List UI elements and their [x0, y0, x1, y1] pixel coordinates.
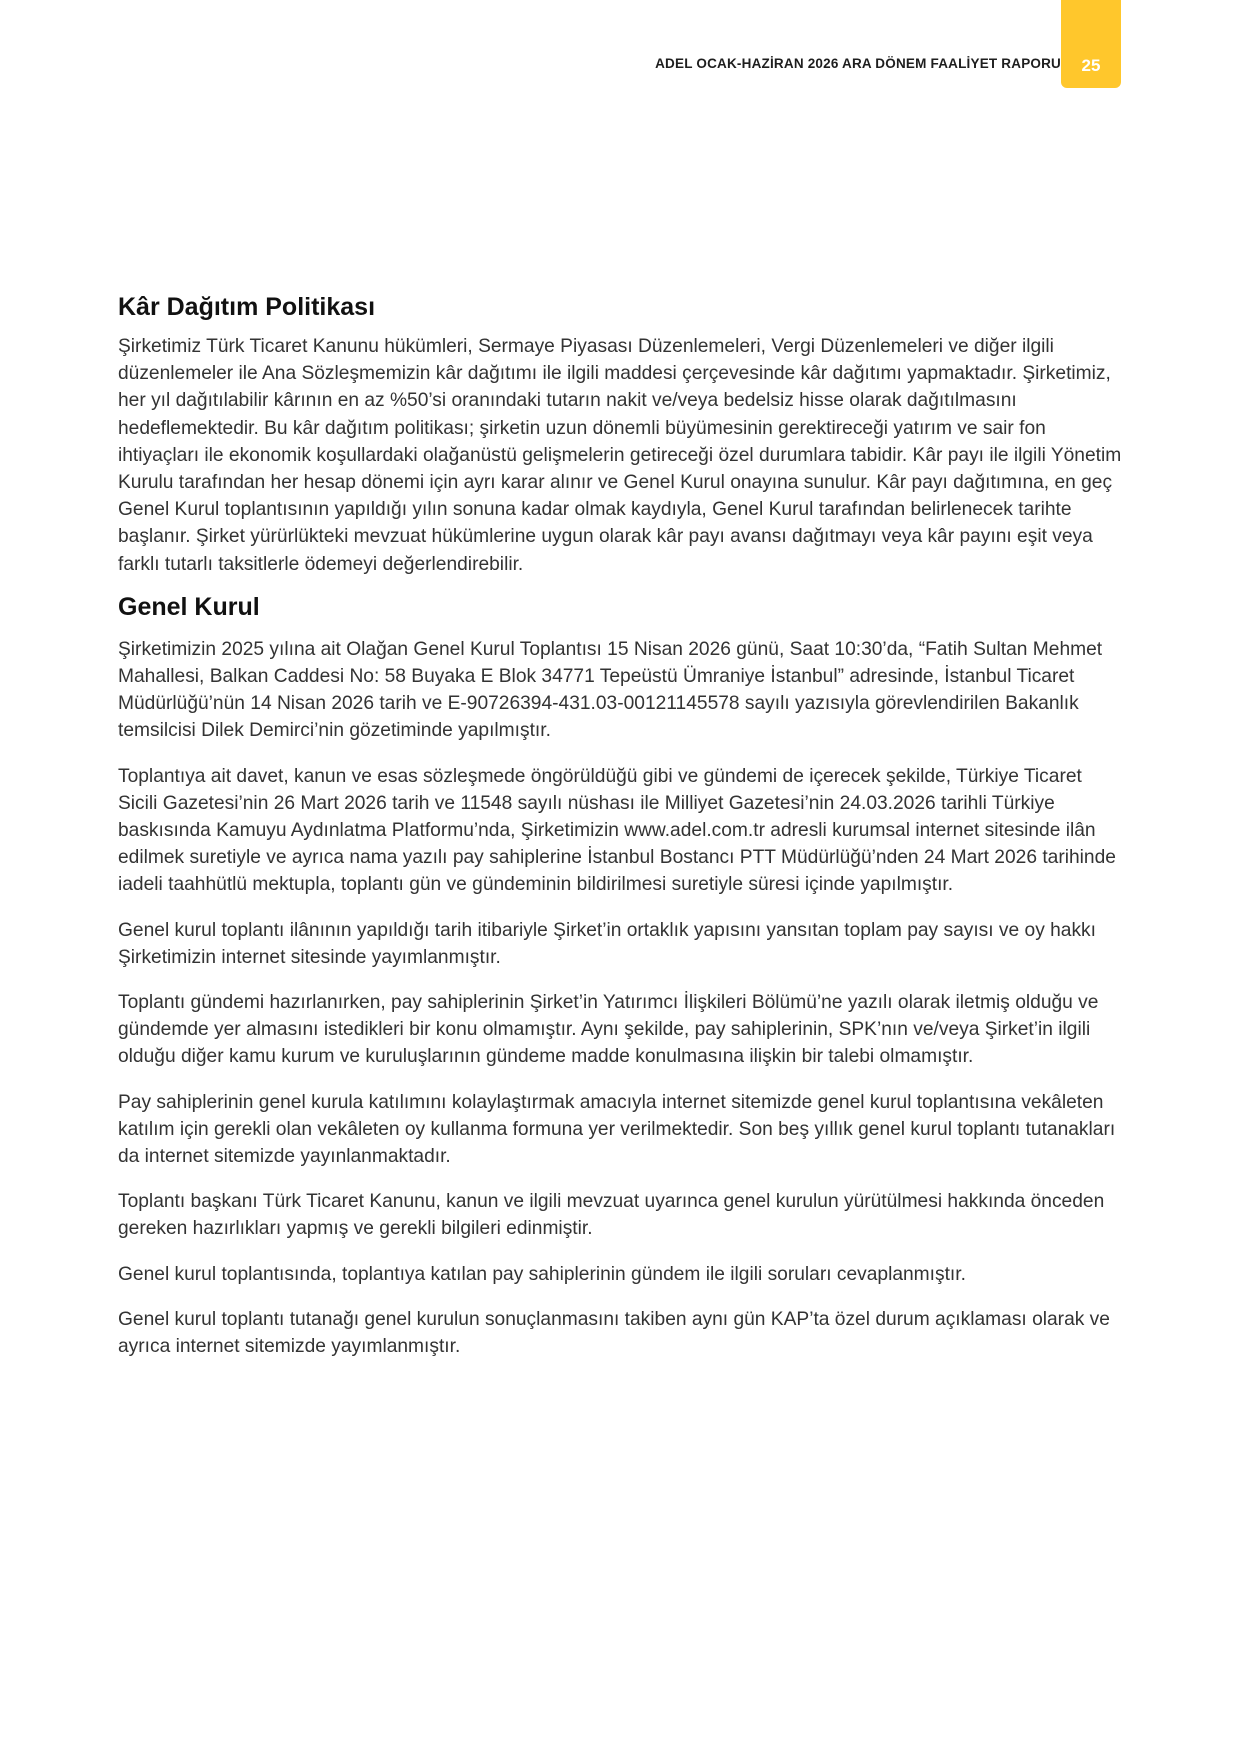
general-assembly-section — [118, 590, 1126, 1360]
page-number: 25 — [1081, 56, 1101, 75]
general-assembly-paragraph-agenda: Toplantı gündemi hazırlanırken, pay sahiplerinin Şirket’in Yatırımcı İlişkileri Bölümü’ne yazılı olarak iletmiş olduğu ve gündemde yer almasını istedikleri bir konu olmamıştır. Aynı şekilde, pay sahiplerinin, SPK’nın ve/veya Şirket’in ilgili olduğu diğer kamu kurum ve kuruluşlarının gündeme madde konulmasına ilişkin bir talebi olmamıştır. — [118, 992, 1099, 1068]
dividend-policy-section — [118, 290, 1126, 578]
dividend-policy-paragraph: Şirketimiz Türk Ticaret Kanunu hükümleri, Sermaye Piyasası Düzenlemeleri, Vergi Düzenlemeleri ve diğer ilgili düzenlemeler ile Ana Sözleşmemizin kâr dağıtımı ile ilgili maddesi çerçevesinde kâr dağıtımı yapmaktadır. Şirketimiz, her yıl dağıtılabilir kârının en az %50’si oranındaki tutarın nakit ve/veya bedelsiz hisse olarak dağıtılmasını hedeflemektedir. Bu kâr dağıtım politikası; şirketin uzun dönemli büyümesinin gerektireceği yatırım ve sair fon ihtiyaçları ile ekonomik koşullardaki olağanüstü gelişmelerin getireceği özel durumlara tabidir. Kâr payı ile ilgili Yönetim Kurulu tarafından her hesap dönemi için ayrı karar alınır ve Genel Kurul onayına sunulur. Kâr payı dağıtımına, en geç Genel Kurul toplantısının yapıldığı yılın sonuna kadar olmak kaydıyla, Genel Kurul tarafından belirlenecek tarihte başlanır. Şirket yürürlükteki mevzuat hükümlerine uygun olarak kâr payı avansı dağıtmayı veya kâr payını eşit veya farklı tutarlı taksitlerle ödemeyi değerlendirebilir. — [118, 336, 1122, 575]
general-assembly-paragraph-proxy: Pay sahiplerinin genel kurula katılımını kolaylaştırmak amacıyla internet sitemizde genel kurul toplantısına vekâleten katılım için gerekli olan vekâleten oy kullanma formuna yer verilmektedir. Son beş yıllık genel kurul toplantı tutanakları da internet sitemizde yayınlanmaktadır. — [118, 1091, 1116, 1168]
page-content — [118, 290, 1126, 1378]
page-header — [0, 0, 1241, 100]
general-assembly-paragraph-invitation: Toplantıya ait davet, kanun ve esas sözleşmede öngörüldüğü gibi ve gündemi de içerecek şekilde, Türkiye Ticaret Sicili Gazetesi’nin 26 Mart 2026 tarih ve 11548 sayılı nüshası ile Milliyet Gazetesi’nin 24.03.2026 tarihli Türkiye baskısında Kamuyu Aydınlatma Platformu’nda, Şirketimizin www.adel.com.tr adresli kurumsal internet sitesinde ilân edilmek suretiyle ve ayrıca nama yazılı pay sahiplerine İstanbul Bostancı PTT Müdürlüğü’nden 24 Mart 2026 tarihinde iadeli taahhütlü mektupla, toplantı gün ve gündeminin bildirilmesi suretiyle süresi içinde yapılmıştır. — [118, 765, 1116, 896]
report-period-title: OCAK-HAZİRAN 2026 ARA DÖNEM FAALİYET RAPORU — [696, 56, 1061, 71]
general-assembly-paragraph-questions: Genel kurul toplantısında, toplantıya katılan pay sahiplerinin gündem ile ilgili soruları cevaplanmıştır. — [118, 1263, 966, 1285]
general-assembly-heading: Genel Kurul — [118, 592, 260, 621]
general-assembly-paragraph-meeting: Şirketimizin 2025 yılına ait Olağan Genel Kurul Toplantısı 15 Nisan 2026 günü, Saat 10:30’da, “Fatih Sultan Mehmet Mahallesi, Balkan Caddesi No: 58 Buyaka E Blok 34771 Tepeüstü Ümraniye İstanbul” adresinde, İstanbul Ticaret Müdürlüğü’nün 14 Nisan 2026 tarih ve E-90726394-431.03-00121145578 sayılı yazısıyla görevlendirilen Bakanlık temsilcisi Dilek Demirci’nin gözetiminde yapılmıştır. — [118, 638, 1103, 742]
general-assembly-paragraph-shares: Genel kurul toplantı ilânının yapıldığı tarih itibariyle Şirket’in ortaklık yapısını yansıtan toplam pay sayısı ve oy hakkı Şirketimizin internet sitesinde yayımlanmıştır. — [118, 919, 1096, 968]
dividend-policy-heading: Kâr Dağıtım Politikası — [118, 293, 376, 321]
page-number-tab — [1061, 0, 1121, 88]
company-name: ADEL — [655, 56, 693, 71]
general-assembly-paragraph-minutes: Genel kurul toplantı tutanağı genel kurulun sonuçlanmasını takiben aynı gün KAP’ta özel durum açıklaması olarak ve ayrıca internet sitemizde yayımlanmıştır. — [118, 1308, 1110, 1358]
general-assembly-paragraph-chair: Toplantı başkanı Türk Ticaret Kanunu, kanun ve ilgili mevzuat uyarınca genel kurulun yürütülmesi hakkında önceden gereken hazırlıkları yapmış ve gerekli bilgileri edinmiştir. — [118, 1191, 1105, 1240]
report-title — [655, 56, 1061, 71]
